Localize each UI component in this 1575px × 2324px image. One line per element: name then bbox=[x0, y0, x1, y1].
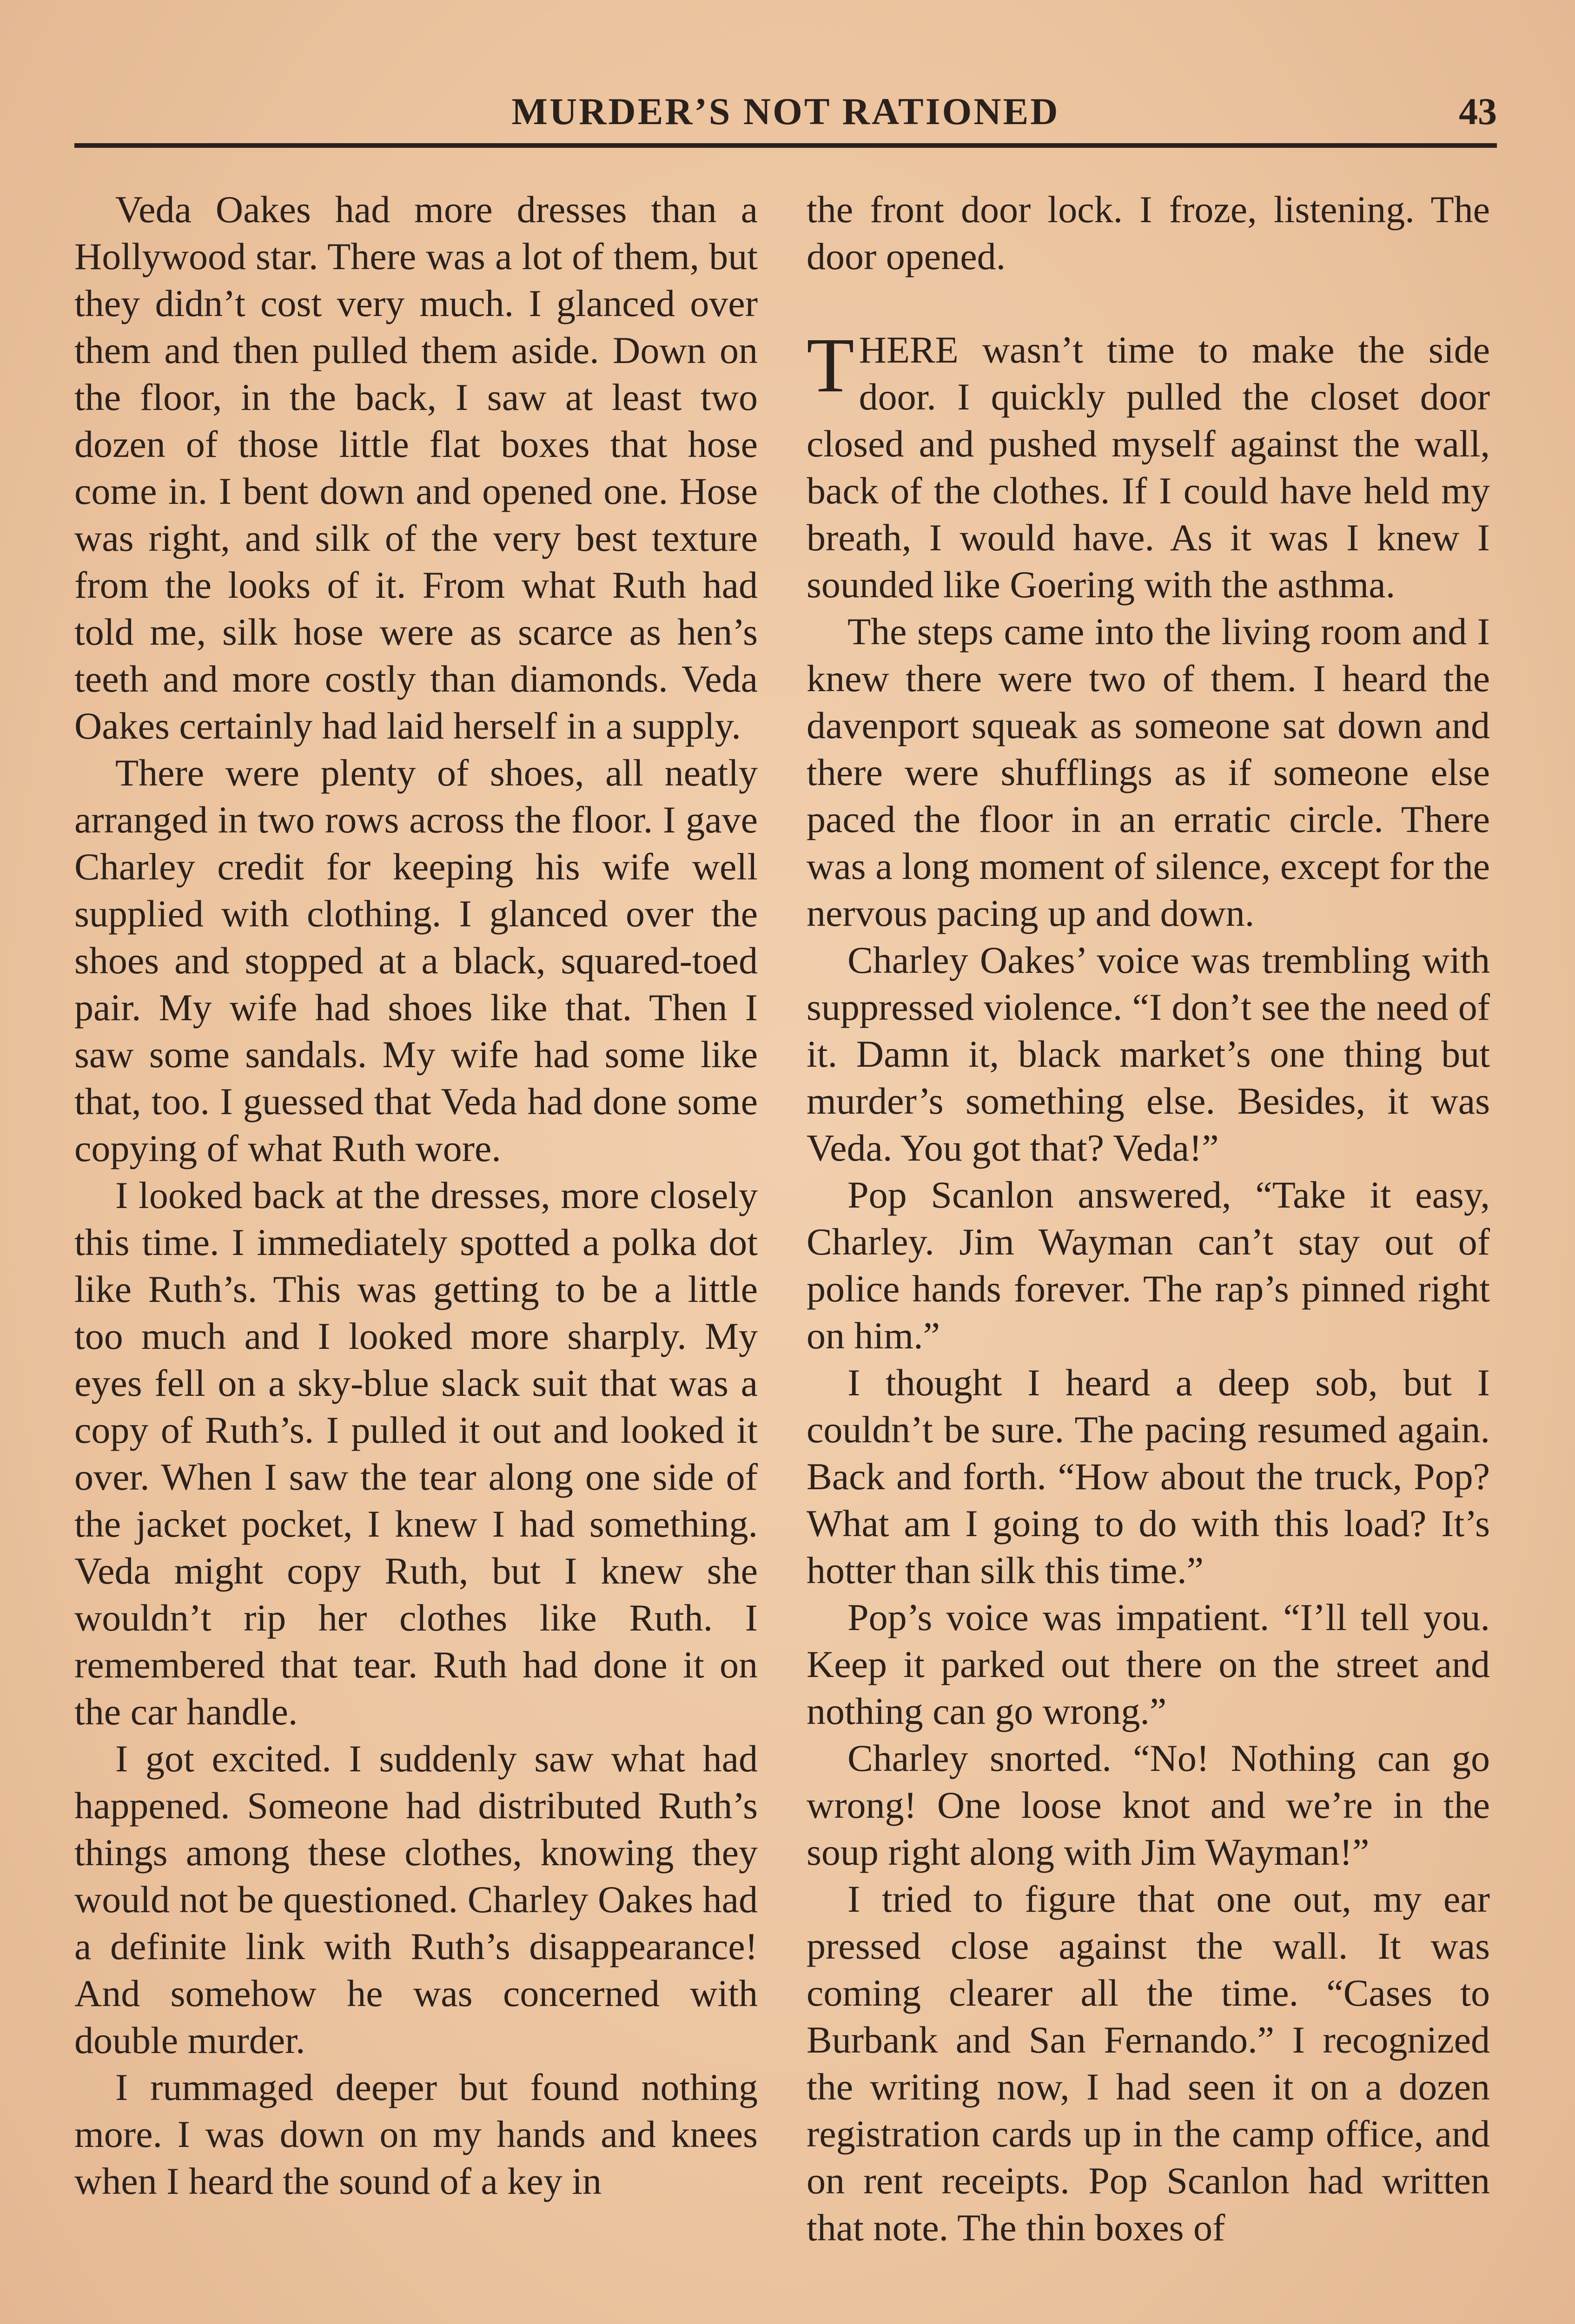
paragraph: I tried to figure that one out, my ear pressed close against the wall. It was coming clearer all the time. “Cases to Burbank and San Fernando.” I recognized the writing now, I had seen it on a dozen registration cards up in the camp office, and on rent receipts. Pop Scanlon had written that note. The thin boxes of bbox=[807, 1878, 1490, 2249]
drop-cap: T bbox=[807, 322, 854, 409]
right-column bbox=[807, 186, 1490, 2251]
paragraph: Pop’s voice was impatient. “I’ll tell you. Keep it parked out there on the street and nothing can go wrong.” bbox=[807, 1596, 1490, 1732]
paragraph: I thought I heard a deep sob, but I couldn’t be sure. The pacing resumed again. Back and forth. “How about the truck, Pop? What am I going to do with this load? It’s hotter than silk this time.” bbox=[807, 1361, 1490, 1591]
header-rule bbox=[74, 143, 1497, 148]
page-number: 43 bbox=[1459, 90, 1497, 132]
continued-paragraph: the front door lock. I froze, listening. The door opened. bbox=[807, 188, 1490, 277]
paragraph: Charley Oakes’ voice was trembling with suppressed violence. “I don’t see the need of it. Damn it, black market’s one thing but murder’s something else. Besides, it was Veda. You got that? Veda!” bbox=[807, 939, 1490, 1169]
paragraph: There were plenty of shoes, all neatly arranged in two rows across the floor. I gave Charley credit for keeping his wife well supplied with clothing. I glanced over the shoes and stopped at a black, squared-toed pair. My wife had shoes like that. Then I saw some sandals. My wife had some like that, too. I guessed that Veda had done some copying of what Ruth wore. bbox=[74, 752, 758, 1169]
paragraph: I got excited. I suddenly saw what had happened. Someone had distributed Ruth’s things among these clothes, knowing they would not be questioned. Charley Oakes had a definite link with Ruth’s disappearance! And somehow he was concerned with double murder. bbox=[74, 1737, 758, 2061]
paragraph: I rummaged deeper but found nothing more. I was down on my hands and knees when I heard the sound of a key in bbox=[74, 2066, 758, 2202]
section-start-paragraph bbox=[807, 322, 1490, 608]
running-title: MURDER’S NOT RATIONED bbox=[511, 90, 1060, 132]
paragraph: I looked back at the dresses, more closely this time. I immediately spotted a polka dot like Ruth’s. This was getting to be a little too much and I looked more sharply. My eyes fell on a sky-blue slack suit that was a copy of Ruth’s. I pulled it out and looked it over. When I saw the tear along one side of the jacket pocket, I knew I had something. Veda might copy Ruth, but I knew she wouldn’t rip her clothes like Ruth. I remembered that tear. Ruth had done it on the car handle. bbox=[74, 1174, 758, 1733]
paragraph: Veda Oakes had more dresses than a Hollywood star. There was a lot of them, but they didn’t cost very much. I glanced over them and then pulled them aside. Down on the floor, in the back, I saw at least two dozen of those little flat boxes that hose come in. I bent down and opened one. Hose was right, and silk of the very best texture from the looks of it. From what Ruth had told me, silk hose were as scarce as hen’s teeth and more costly than diamonds. Veda Oakes certainly had laid herself in a supply. bbox=[74, 188, 758, 747]
paragraph: Pop Scanlon answered, “Take it easy, Charley. Jim Wayman can’t stay out of police hands forever. The rap’s pinned right on him.” bbox=[807, 1174, 1490, 1357]
paragraph: Charley snorted. “No! Nothing can go wrong! One loose knot and we’re in the soup right along with Jim Wayman!” bbox=[807, 1737, 1490, 1873]
left-column bbox=[74, 186, 758, 2205]
section-first-text: HERE wasn’t time to make the side door. I quickly pulled the closet door closed and pushed myself against the wall, back of the clothes. If I could have held my breath, I would have. As it was I knew I sounded like Goering with the asthma. bbox=[807, 329, 1490, 606]
page-header bbox=[74, 86, 1497, 137]
paragraph: The steps came into the living room and I knew there were two of them. I heard the davenport squeak as someone sat down and there were shufflings as if someone else paced the floor in an erratic circle. There was a long moment of silence, except for the nervous pacing up and down. bbox=[807, 610, 1490, 934]
